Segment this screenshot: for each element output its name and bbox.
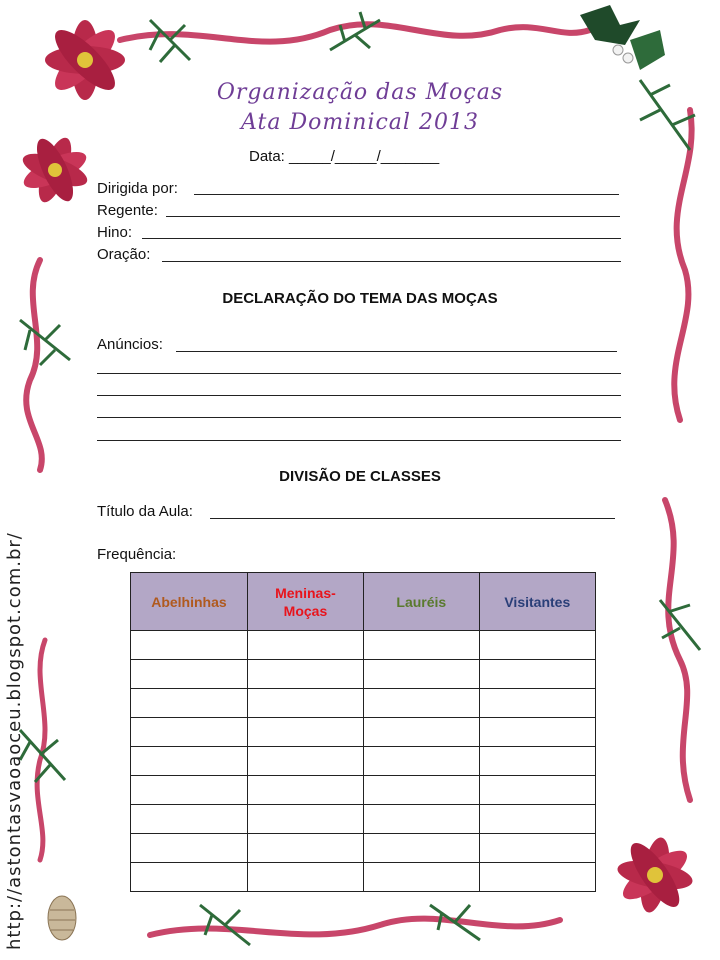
oracao-label: Oração:: [97, 246, 151, 263]
ribbon-right: [674, 110, 691, 420]
table-cell[interactable]: [131, 776, 248, 805]
anuncios-label: Anúncios:: [97, 336, 163, 353]
header-label-line1: Visitantes: [504, 593, 571, 610]
poinsettia-bottom-right: [615, 835, 694, 914]
frequency-table: [130, 572, 596, 892]
anuncios-line-4[interactable]: [97, 417, 621, 418]
table-row: [131, 718, 596, 747]
frequencia-label: Frequência:: [97, 546, 177, 563]
table-cell[interactable]: [479, 747, 595, 776]
table-cell[interactable]: [364, 863, 480, 892]
table-cell[interactable]: [247, 805, 363, 834]
ribbon-right-lower: [665, 500, 690, 800]
table-cell[interactable]: [131, 631, 248, 660]
table-cell[interactable]: [479, 776, 595, 805]
table-row: [131, 834, 596, 863]
table-cell[interactable]: [479, 834, 595, 863]
table-cell[interactable]: [364, 660, 480, 689]
table-header-row: [131, 573, 596, 631]
table-cell[interactable]: [247, 747, 363, 776]
table-cell[interactable]: [479, 863, 595, 892]
anuncios-line-1[interactable]: [176, 351, 617, 352]
anuncios-line-5[interactable]: [97, 440, 621, 441]
document-title: Organização das Moças: [216, 80, 504, 105]
header-visitantes: [479, 573, 595, 631]
table-cell[interactable]: [364, 776, 480, 805]
header-label-line1: Abelhinhas: [151, 593, 227, 610]
table-cell[interactable]: [364, 718, 480, 747]
table-cell[interactable]: [247, 660, 363, 689]
dirigida-label: Dirigida por:: [97, 180, 178, 197]
section-heading-declaracao: DECLARAÇÃO DO TEMA DAS MOÇAS: [222, 290, 498, 307]
table-cell[interactable]: [247, 631, 363, 660]
regente-label: Regente:: [97, 202, 158, 219]
document-subtitle: Ata Dominical 2013: [241, 110, 479, 135]
table-cell[interactable]: [131, 863, 248, 892]
pine-sprig-right-low: [660, 600, 700, 650]
table-cell[interactable]: [247, 718, 363, 747]
anuncios-line-3[interactable]: [97, 395, 621, 396]
header-abelhinhas: [131, 573, 248, 631]
header-label-line1: Lauréis: [396, 593, 447, 610]
table-cell[interactable]: [479, 689, 595, 718]
pine-sprig-top: [150, 20, 190, 62]
table-cell[interactable]: [247, 689, 363, 718]
pine-sprig-top-mid: [330, 12, 380, 50]
oracao-line[interactable]: [162, 261, 621, 262]
table-cell[interactable]: [364, 689, 480, 718]
header-label-line1: Meninas-: [275, 584, 336, 601]
titulo-aula-label: Título da Aula:: [97, 503, 193, 520]
table-cell[interactable]: [131, 747, 248, 776]
ribbon-bottom: [150, 919, 560, 935]
header-meninas-mocas: [247, 573, 363, 631]
poinsettia-left: [19, 134, 91, 206]
regente-line[interactable]: [166, 216, 620, 217]
table-cell[interactable]: [364, 747, 480, 776]
dirigida-line[interactable]: [194, 194, 619, 195]
hino-label: Hino:: [97, 224, 133, 241]
table-cell[interactable]: [131, 660, 248, 689]
table-cell[interactable]: [364, 834, 480, 863]
pine-sprig-bottom: [200, 905, 250, 945]
table-cell[interactable]: [247, 834, 363, 863]
table-cell[interactable]: [479, 631, 595, 660]
table-cell[interactable]: [247, 863, 363, 892]
table-row: [131, 776, 596, 805]
table-cell[interactable]: [247, 776, 363, 805]
section-heading-divisao: DIVISÃO DE CLASSES: [279, 468, 441, 485]
blog-url-watermark: http://astontasvaoaoceu.blogspot.com.br/: [4, 532, 25, 950]
table-cell[interactable]: [479, 718, 595, 747]
table-cell[interactable]: [131, 689, 248, 718]
anuncios-line-2[interactable]: [97, 373, 621, 374]
ribbon-top: [120, 24, 590, 41]
pine-sprig-left: [20, 320, 70, 365]
table-row: [131, 747, 596, 776]
pine-cone: [48, 896, 76, 940]
table-cell[interactable]: [131, 834, 248, 863]
table-row: [131, 660, 596, 689]
table-row: [131, 631, 596, 660]
table-row: [131, 689, 596, 718]
titulo-aula-line[interactable]: [210, 518, 615, 519]
hino-line[interactable]: [142, 238, 621, 239]
header-label-line2: Moças: [283, 602, 328, 619]
header-laureis: [364, 573, 480, 631]
table-cell[interactable]: [131, 805, 248, 834]
table-cell[interactable]: [479, 805, 595, 834]
table-row: [131, 805, 596, 834]
date-field[interactable]: Data: _____/_____/_______: [249, 148, 440, 165]
table-cell[interactable]: [479, 660, 595, 689]
table-row: [131, 863, 596, 892]
table-cell[interactable]: [364, 805, 480, 834]
table-cell[interactable]: [364, 631, 480, 660]
holly-leaves: [580, 5, 665, 70]
table-cell[interactable]: [131, 718, 248, 747]
